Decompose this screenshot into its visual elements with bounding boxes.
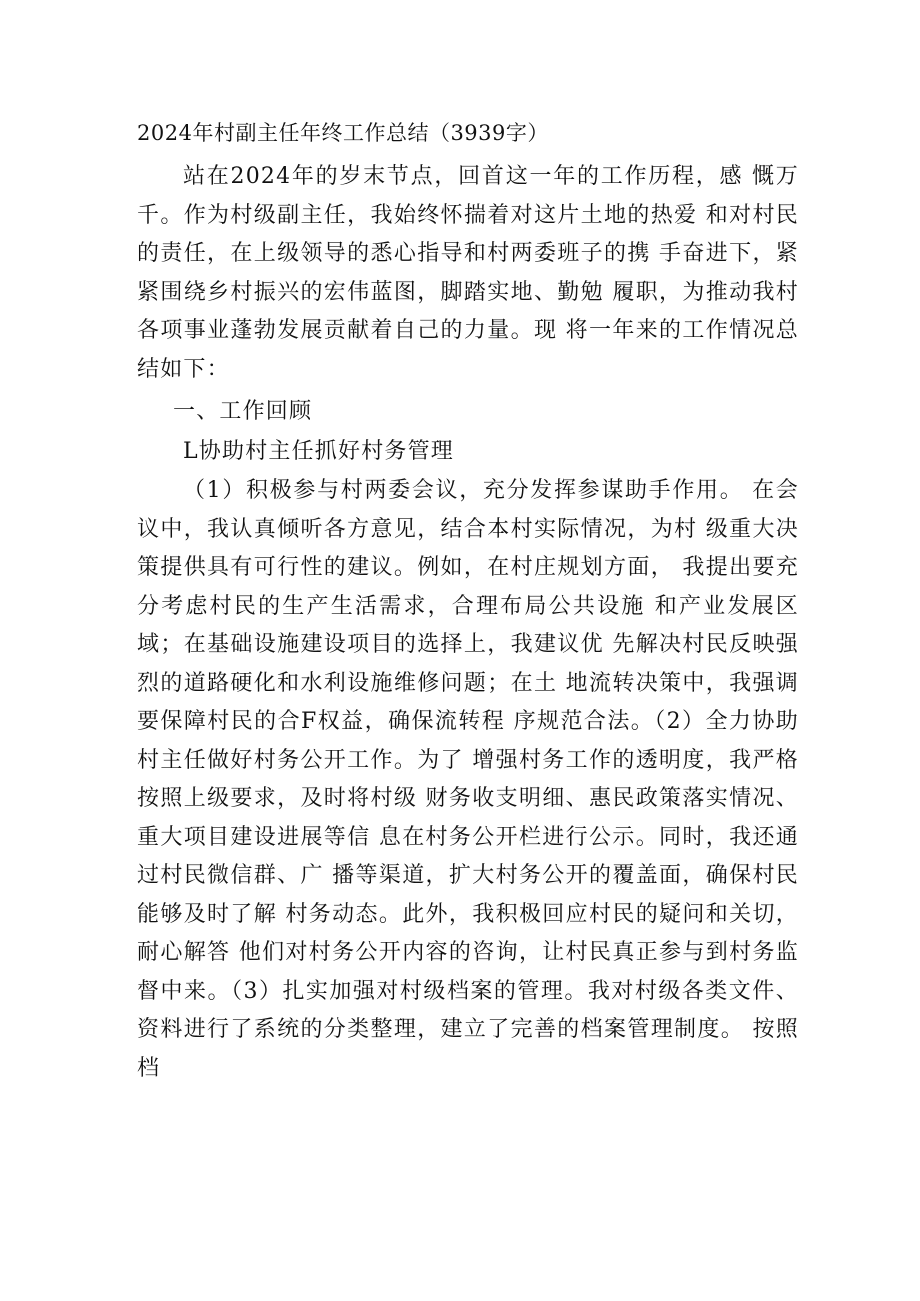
body-paragraph: （1）积极参与村两委会议，充分发挥参谋助手作用。 在会议中，我认真倾听各方意见，结合本村实际情况，为村 级重大决策提供具有可行性的建议。例如，在村庄规划方面， 我提出要充分考虑村民的生产生活需求，合理布局公共设施 和产业发展区域；在基础设施建设项目的选择上，我建议优 先解决村民反映强烈的道路硬化和水利设施维修问题；在土 地流转决策中，我强调要保障村民的合F权益，确保流转程 序规范合法。（2）全力协助村主任做好村务公开工作。为了 增强村务工作的透明度，我严格按照上级要求，及时将村级 财务收支明细、惠民政策落实情况、重大项目建设进展等信 息在村务公开栏进行公示。同时，我还通过村民微信群、广 播等渠道，扩大村务公开的覆盖面，确保村民能够及时了解 村务动态。此外，我积极回应村民的疑问和关切，耐心解答 他们对村务公开内容的咨询，让村民真正参与到村务监督中来。（3）扎实加强对村级档案的管理。我对村级各类文件、 资料进行了系统的分类整理，建立了完善的档案管理制度。 按照档 xyxy=(137,478,799,1081)
document-body xyxy=(137,158,799,1088)
intro-paragraph: 站在2024年的岁末节点，回首这一年的工作历程，感 慨万千。作为村级副主任，我始终怀揣着对这片土地的热爱 和对村民的责任，在上级领导的悉心指导和村两委班子的携 手奋进下，紧紧围绕乡村振兴的宏伟蓝图，脚踏实地、勤勉 履职，为推动我村各项事业蓬勃发展贡献着自己的力量。现 将一年来的工作情况总结如下： xyxy=(137,164,799,382)
document-title: 2024年村副主任年终工作总结（3939字） xyxy=(137,121,549,145)
section-heading: 一、工作回顾 xyxy=(173,399,313,424)
subsection-heading: L协助村主任抓好村务管理 xyxy=(183,438,455,464)
